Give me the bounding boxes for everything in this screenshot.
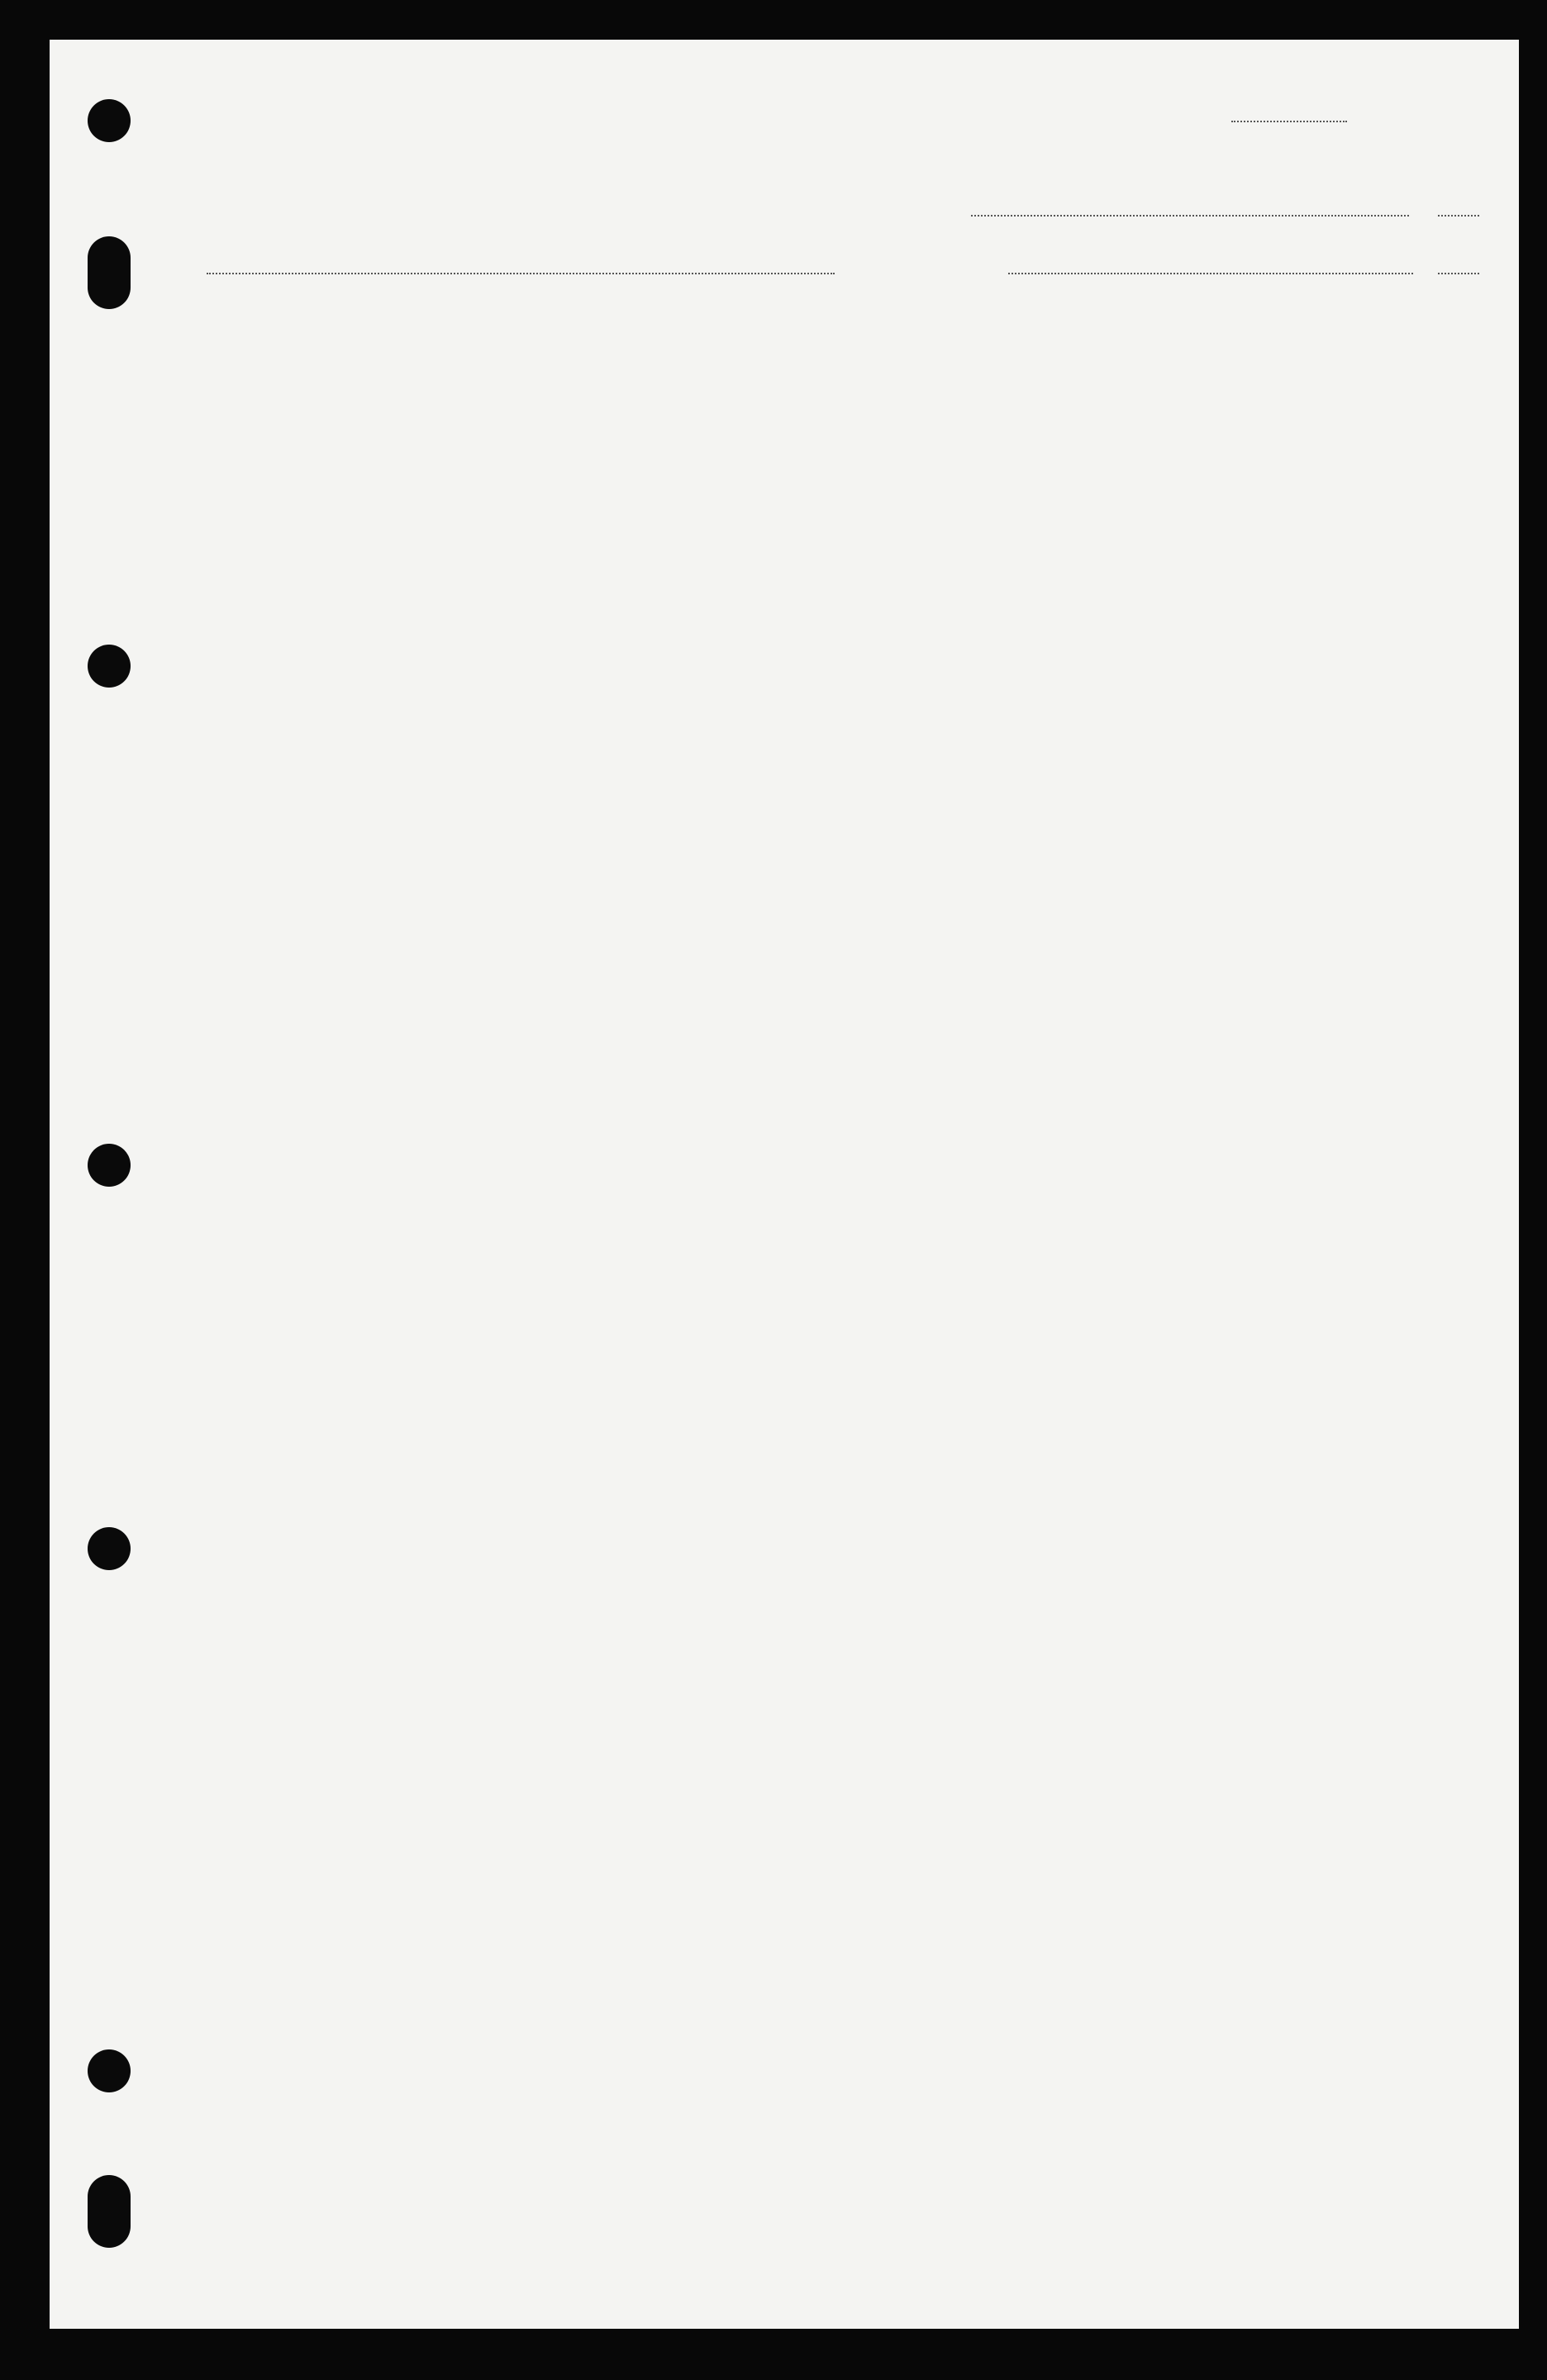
- punch-hole: [88, 1527, 131, 1570]
- manifest-page: [50, 40, 1519, 2329]
- punch-hole: [88, 236, 131, 309]
- punch-hole: [88, 2049, 131, 2092]
- punch-hole: [88, 99, 131, 142]
- punch-hole: [88, 645, 131, 688]
- punch-hole: [88, 1144, 131, 1187]
- punch-hole: [88, 2175, 131, 2248]
